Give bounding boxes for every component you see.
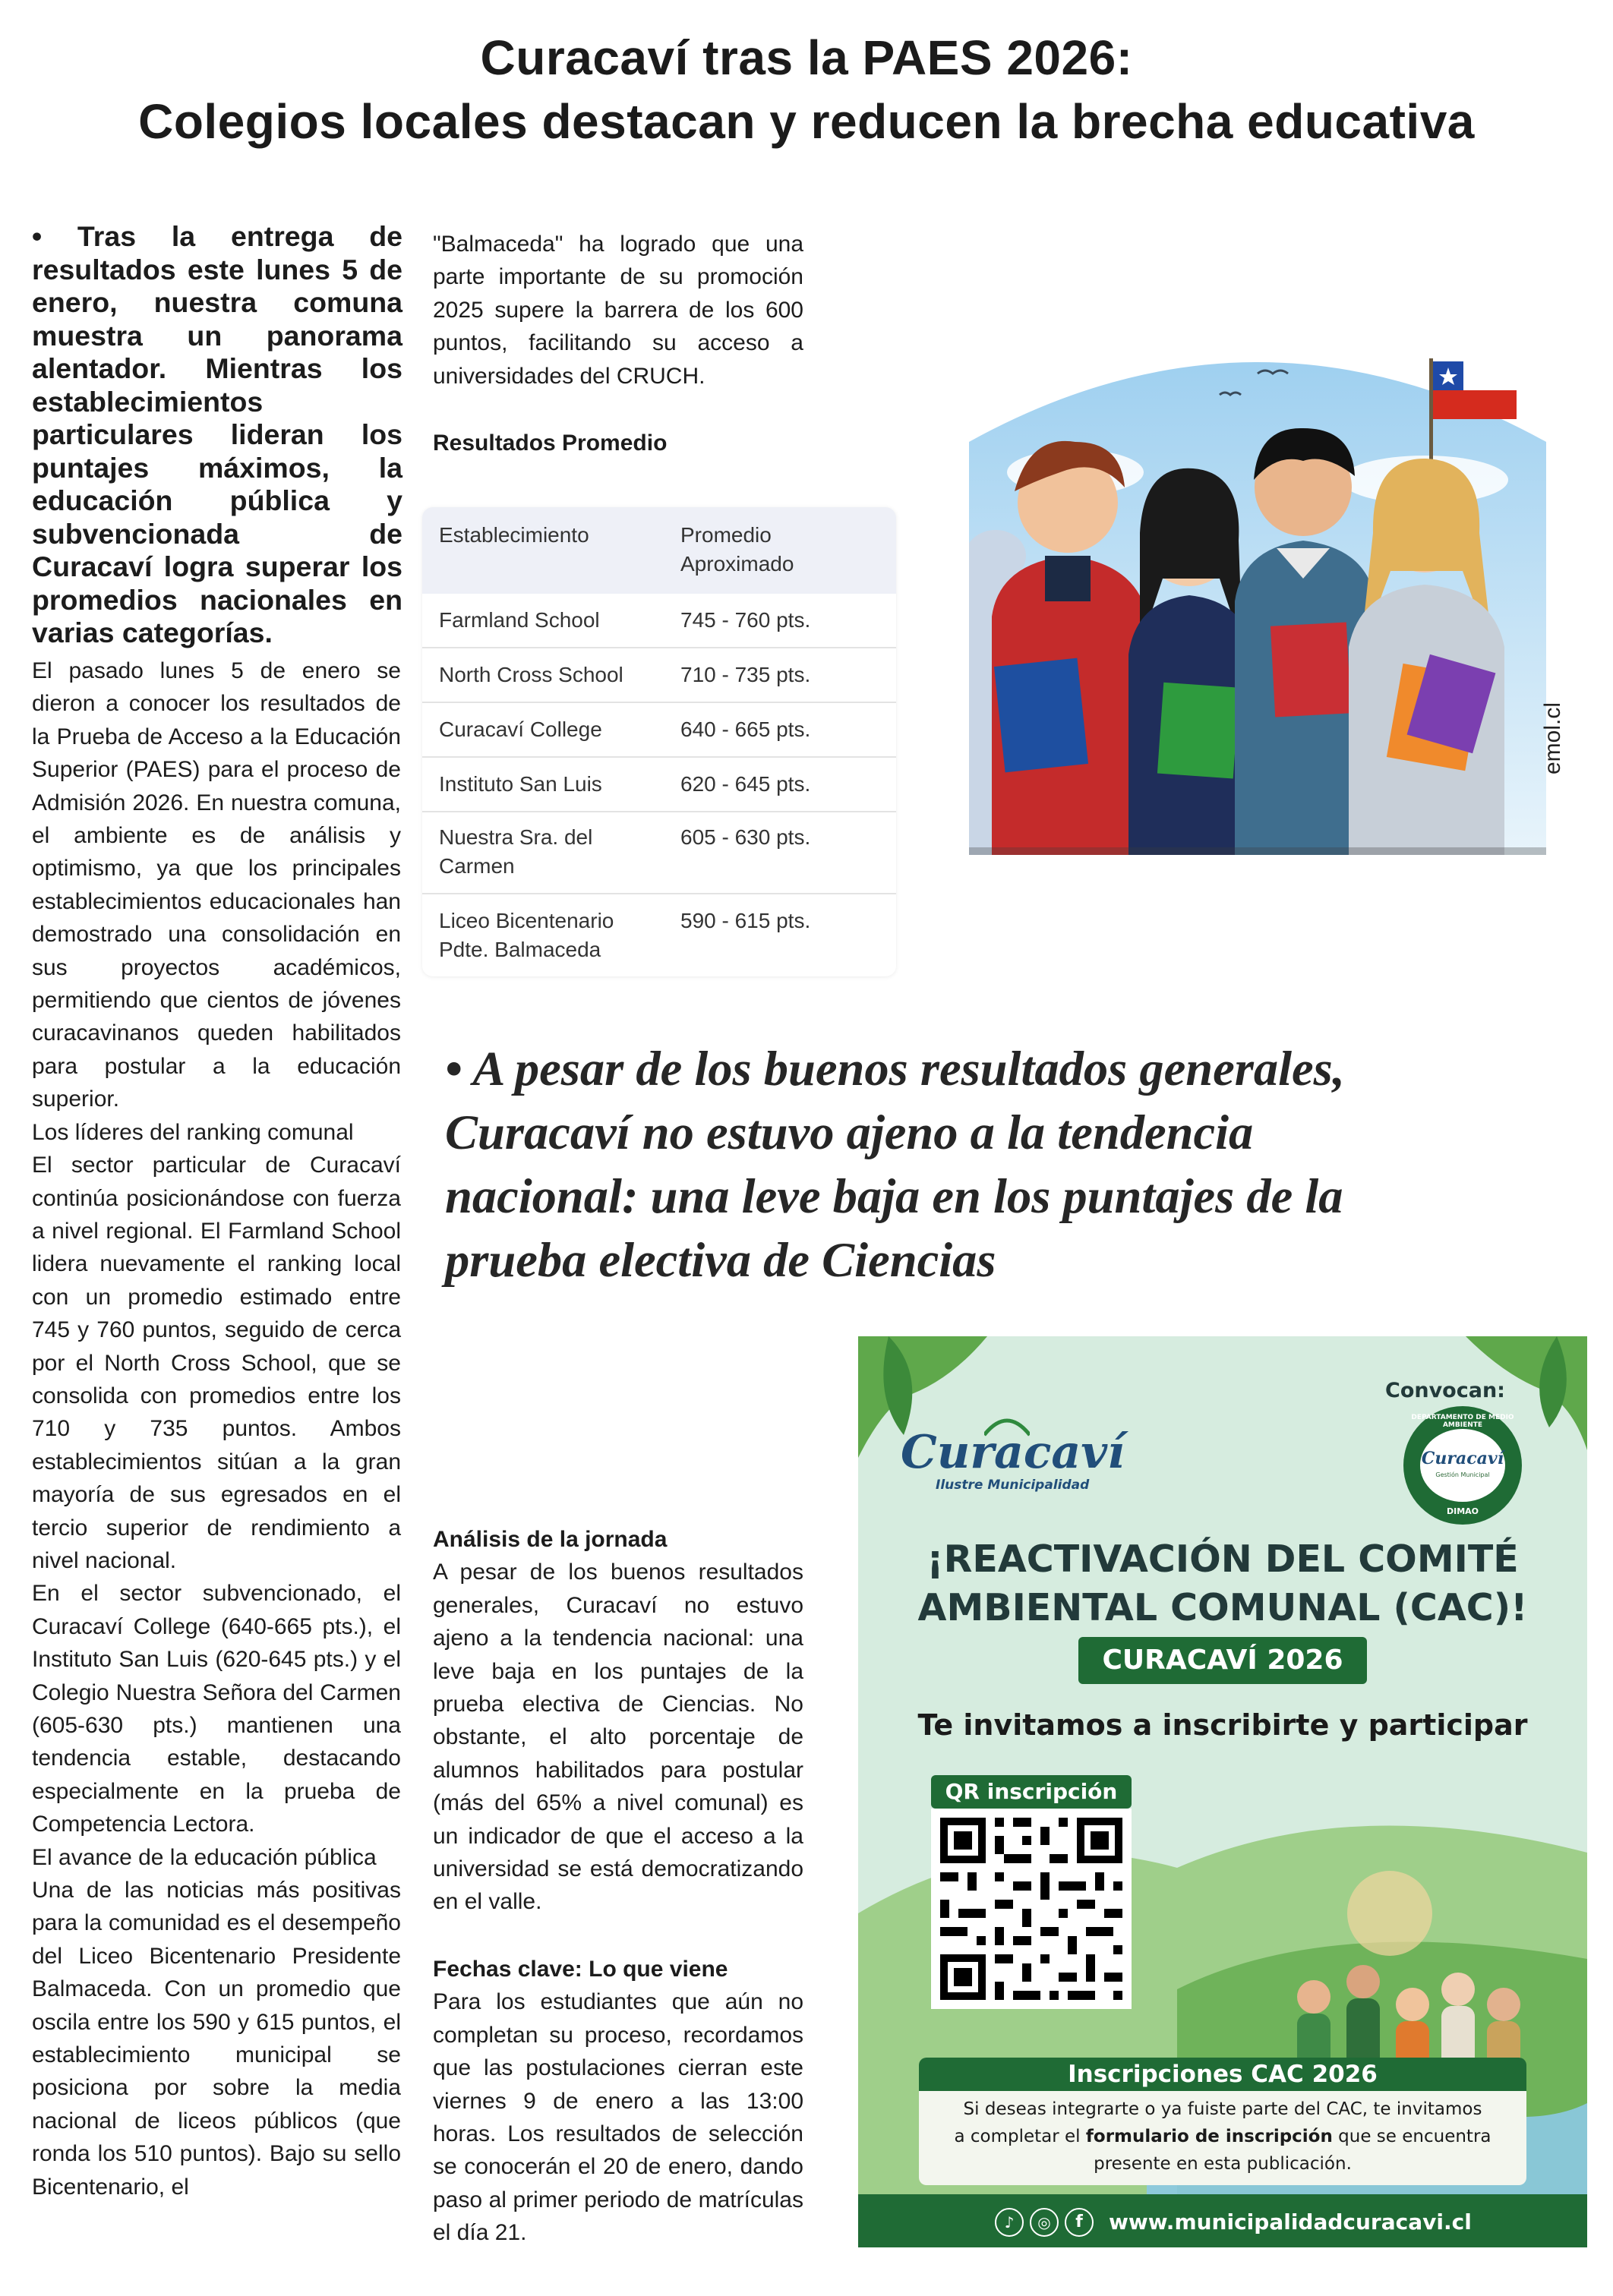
table-row <box>422 758 896 812</box>
table-cell-school: Farmland School <box>439 608 600 632</box>
cac-poster <box>858 1336 1587 2247</box>
table-cell-school: Curacaví College <box>439 718 602 741</box>
table-row <box>422 894 896 976</box>
analisis-heading: Análisis de la jornada <box>433 1527 668 1552</box>
table-cell-school: Liceo Bicentenario Pdte. Balmaceda <box>439 909 614 961</box>
tiktok-icon[interactable]: ♪ <box>995 2208 1024 2237</box>
table-row <box>422 703 896 758</box>
logo-sub-text: Ilustre Municipalidad <box>936 1478 1090 1493</box>
seal-small-text: Gestión Municipal <box>1435 1471 1490 1478</box>
facebook-icon[interactable]: f <box>1065 2208 1094 2237</box>
analisis-section <box>433 1523 803 1919</box>
dimao-seal <box>1403 1406 1522 1525</box>
poster-convocan: Convocan: <box>1385 1379 1505 1402</box>
qr-code-icon <box>931 1809 1132 2009</box>
table-cell-school: North Cross School <box>439 663 623 686</box>
poster-invite: Te invitamos a inscribirte y participar <box>917 1708 1528 1742</box>
pull-quote-line: • A pesar de los buenos resultados generales, <box>445 1042 1345 1096</box>
headline-line-2: Colegios locales destacan y reducen la brecha educativa <box>138 94 1475 149</box>
seal-bottom-text: DIMAO <box>1446 1506 1479 1516</box>
municipal-logo <box>901 1426 1125 1493</box>
table-row <box>422 812 896 894</box>
qr-code[interactable] <box>931 1809 1132 2009</box>
subheading-public-education: El avance de la educación pública <box>32 1844 377 1870</box>
analisis-text: A pesar de los buenos resultados generales, Curacaví no estuvo ajeno a la tendencia nacional: una leve baja en los puntajes de la prueba electiva de Ciencias. No obstante, el alto porcentaje de alumnos habilitados para postular (más del 65% a nivel comunal) es un indicador de que el acceso a la universidad se está democratizando en el valle. <box>433 1560 803 1915</box>
table-row <box>422 594 896 648</box>
subheading-ranking: Los líderes del ranking comunal <box>32 1119 354 1145</box>
banner-line: a completar el formulario de inscripción que se encuentra <box>954 2127 1491 2146</box>
poster-title-line: AMBIENTAL COMUNAL (CAC)! <box>917 1586 1528 1629</box>
table-cell-score: 620 - 645 pts. <box>680 772 811 796</box>
body-paragraph: Una de las noticias más positivas para la comunidad es el desempeño del Liceo Bicentenario Presidente Balmaceda. Con un promedio que oscila entre los 590 y 615 puntos, el establecimiento municipal se posiciona por sobre la media nacional de liceos públicos (que ronda los 510 puntos). Bajo su sello Bicentenario, el <box>32 1878 401 2200</box>
seal-inner <box>1420 1429 1505 1502</box>
seal-center-text: Curacaví <box>1421 1449 1504 1468</box>
results-table <box>422 507 896 976</box>
students-illustration-svg <box>969 328 1546 855</box>
banner-highlight: formulario de inscripción <box>1085 2127 1333 2146</box>
table-header-school: Establecimiento <box>439 523 589 547</box>
students-illustration <box>969 328 1546 855</box>
logo-main-text: Curacaví <box>901 1426 1125 1479</box>
headline <box>0 26 1613 153</box>
banner-title: Inscripciones CAC 2026 <box>919 2058 1526 2091</box>
body-left-column <box>32 654 401 2203</box>
poster-title-line: ¡REACTIVACIÓN DEL COMITÉ <box>926 1538 1519 1581</box>
table-cell-school: Instituto San Luis <box>439 772 602 796</box>
body-paragraph: El sector particular de Curacaví continúa posicionándose con fuerza a nivel regional. El Farmland School lidera nuevamente el ranking local con un promedio estimado entre 745 y 760 puntos, seguido de cerca por el North Cross School, que se consolida con promedios entre los 710 y 735 puntos. Ambos establecimientos sitúan a la gran mayoría de sus egresados en el tercio superior de rendimiento a nivel nacional. <box>32 1153 401 1573</box>
poster-url-link[interactable]: www.municipalidadcuracavi.cl <box>1109 2209 1472 2234</box>
pull-quote-line: nacional: una leve baja en los puntajes de la <box>445 1169 1343 1223</box>
banner-line: presente en esta publicación. <box>1094 2154 1352 2174</box>
poster-year-ribbon: CURACAVÍ 2026 <box>1078 1637 1367 1684</box>
seal-ring-text: DEPARTAMENTO DE MEDIO AMBIENTE <box>1411 1414 1514 1429</box>
pull-quote-line: prueba electiva de Ciencias <box>445 1233 996 1287</box>
table-title: Resultados Promedio <box>433 430 668 456</box>
fechas-section <box>433 1953 803 2250</box>
banner-body <box>919 2091 1526 2185</box>
qr-label: QR inscripción <box>931 1775 1132 1809</box>
table-header-score: Promedio Aproximado <box>680 523 794 576</box>
fechas-text: Para los estudiantes que aún no completan su proceso, recordamos que las postulaciones cierran este viernes 9 de enero a las 13:00 horas. Los resultados de selección se conocerán el 20 de enero, dando paso al primer periodo de matrículas el día 21. <box>433 1989 803 2246</box>
pull-quote-line: Curacaví no estuvo ajeno a la tendencia <box>445 1105 1254 1159</box>
table-cell-school: Nuestra Sra. del Carmen <box>439 825 593 878</box>
col2-top-paragraph: "Balmaceda" ha logrado que una parte importante de su promoción 2025 supere la barrera de los 600 puntos, facilitando su acceso a universidades del CRUCH. <box>433 232 803 389</box>
table-cell-score: 710 - 735 pts. <box>680 663 811 686</box>
body-paragraph: El pasado lunes 5 de enero se dieron a conocer los resultados de la Prueba de Acceso a la Educación Superior (PAES) para el proceso de Admisión 2026. En nuestra comuna, el ambiente es de análisis y optimismo, ya que los principales establecimientos educacionales han demostrado una consolidación en sus proyectos académicos, permitiendo que cientos de jóvenes curacavinanos queden habilitados para postular a la educación superior. <box>32 658 401 1112</box>
fechas-heading: Fechas clave: Lo que viene <box>433 1957 728 1982</box>
pull-quote <box>445 1037 1539 1292</box>
lede-paragraph: • Tras la entrega de resultados este lunes 5 de enero, nuestra comuna muestra un panorama alentador. Mientras los establecimientos particulares lideran los puntajes máximos, la educación pública y subvencionada de Curacaví logra superar los promedios nacionales en varias categorías. <box>32 220 402 648</box>
table-cell-score: 640 - 665 pts. <box>680 718 811 741</box>
banner-line: Si deseas integrarte o ya fuiste parte del CAC, te invitamos <box>963 2099 1482 2119</box>
table-cell-score: 745 - 760 pts. <box>680 608 811 632</box>
table-header-row <box>422 507 896 594</box>
instagram-icon[interactable]: ◎ <box>1030 2208 1059 2237</box>
table-row <box>422 648 896 703</box>
table-cell-score: 605 - 630 pts. <box>680 825 811 849</box>
logo-hills-icon <box>984 1414 1030 1437</box>
table-cell-score: 590 - 615 pts. <box>680 909 811 932</box>
poster-title <box>858 1535 1587 1632</box>
poster-footer <box>995 2206 1472 2237</box>
photo-credit: emol.cl <box>1540 702 1565 774</box>
body-paragraph: En el sector subvencionado, el Curacaví College (640-665 pts.), el Instituto San Luis (620-645 pts.) y el Colegio Nuestra Señora del Carmen (605-630 pts.) mantienen una tendencia estable, destacando especialmente en la prueba de Competencia Lectora. <box>32 1581 401 1837</box>
headline-line-1: Curacaví tras la PAES 2026: <box>480 30 1133 85</box>
